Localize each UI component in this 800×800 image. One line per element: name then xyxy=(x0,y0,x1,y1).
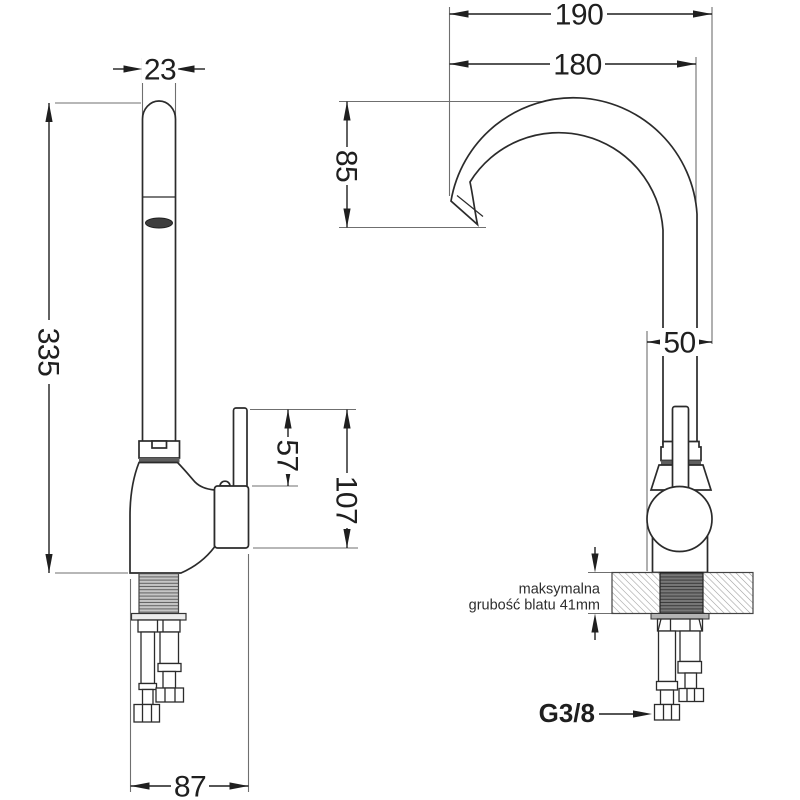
dim-spout-width xyxy=(113,54,205,87)
dim-lever-height xyxy=(271,410,304,487)
dim-spout-width-label: 23 xyxy=(143,53,177,87)
countertop-note-line2: grubość blatu 41mm xyxy=(468,597,600,614)
dim-spout-clearance xyxy=(330,102,363,228)
dim-spout-clearance-label: 85 xyxy=(329,149,363,183)
threaded-shank-front xyxy=(660,573,703,614)
dim-base-width xyxy=(131,771,249,800)
supply-hoses-side xyxy=(134,620,184,722)
dim-spout-reach-label: 180 xyxy=(553,48,602,82)
dim-lever-height-label: 57 xyxy=(270,439,304,472)
dim-total-height-label: 335 xyxy=(31,327,65,377)
dim-base-width-label: 87 xyxy=(173,770,207,800)
threaded-shank-side xyxy=(139,574,179,614)
dim-overall-reach xyxy=(450,0,713,32)
countertop-note-line1: maksymalna xyxy=(518,581,600,598)
side-view-extension-lines xyxy=(55,58,358,792)
dim-body-height xyxy=(330,410,363,549)
ball-joint-front xyxy=(647,487,712,552)
side-view xyxy=(32,54,363,800)
thread-size-callout xyxy=(539,698,652,728)
handle-lever-front xyxy=(673,407,689,495)
front-view xyxy=(330,0,754,728)
gooseneck-spout-front xyxy=(451,98,697,444)
side-view-faucet xyxy=(130,101,249,722)
thread-size-label: G3/8 xyxy=(538,698,595,728)
mounting-flange-side xyxy=(132,614,187,621)
countertop-thickness-callout xyxy=(469,547,601,640)
spout-tube-side xyxy=(143,101,176,443)
handle-lever-side xyxy=(234,408,248,488)
dim-overall-reach-label: 190 xyxy=(554,0,604,32)
dim-total-height xyxy=(32,103,65,573)
dim-body-height-label: 107 xyxy=(329,475,363,525)
dim-body-diameter xyxy=(647,327,712,360)
faucet-body-side xyxy=(130,463,215,574)
aerator-outlet-side xyxy=(146,218,173,228)
handle-mount-side xyxy=(215,486,249,548)
dim-spout-reach xyxy=(450,49,697,82)
front-view-faucet xyxy=(451,98,753,720)
mounting-nut-front xyxy=(658,619,703,631)
thread-callout-arrow xyxy=(633,710,652,717)
supply-hoses-front xyxy=(655,631,704,720)
mounting-washer-front xyxy=(651,614,709,620)
collar-notch-side xyxy=(152,441,167,448)
dim-body-diameter-label: 50 xyxy=(663,326,696,360)
